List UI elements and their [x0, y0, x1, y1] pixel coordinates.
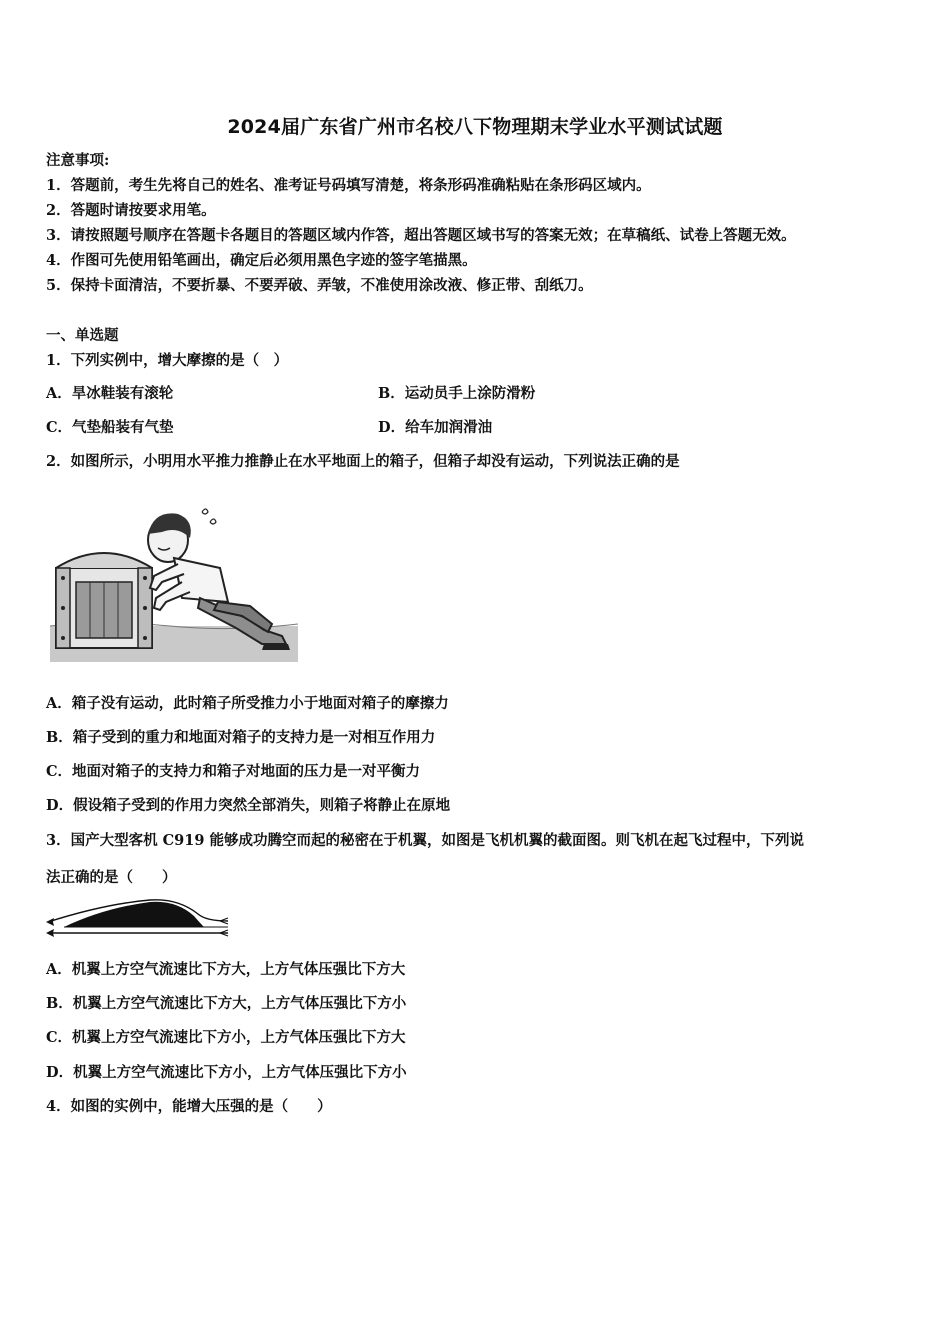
q2-option-b: B．箱子受到的重力和地面对箱子的支持力是一对相互作用力	[46, 729, 436, 746]
note-item-5: 5．保持卡面清洁，不要折暴、不要弄破、弄皱，不准使用涂改液、修正带、刮纸刀。	[46, 277, 593, 294]
q4-stem: 4．如图的实例中，能增大压强的是（ ）	[46, 1098, 332, 1115]
q3-option-c: C．机翼上方空气流速比下方小，上方气体压强比下方大	[46, 1029, 406, 1046]
q1-option-c: C．气垫船装有气垫	[46, 419, 174, 436]
q3-stem-line-2: 法正确的是（ ）	[46, 869, 177, 886]
wing-cross-section-figure	[44, 896, 230, 940]
q2-option-a: A．箱子没有运动，此时箱子所受推力小于地面对箱子的摩擦力	[46, 695, 449, 712]
page-title: 2024届广东省广州市名校八下物理期末学业水平测试试题	[227, 116, 723, 138]
q3-option-d: D．机翼上方空气流速比下方小，上方气体压强比下方小	[46, 1064, 407, 1081]
q2-option-d: D．假设箱子受到的作用力突然全部消失，则箱子将静止在原地	[46, 797, 451, 814]
note-item-3: 3．请按照题号顺序在答题卡各题目的答题区域内作答，超出答题区域书写的答案无效；在草稿纸、试卷上答题无效。	[46, 227, 796, 244]
boy-pushing-box-figure	[50, 498, 298, 664]
q1-option-b: B．运动员手上涂防滑粉	[378, 385, 536, 402]
note-item-1: 1．答题前，考生先将自己的姓名、准考证号码填写清楚，将条形码准确粘贴在条形码区域内。	[46, 177, 651, 194]
note-item-4: 4．作图可先使用铅笔画出，确定后必须用黑色字迹的签字笔描黑。	[46, 252, 477, 269]
q3-option-a: A．机翼上方空气流速比下方大，上方气体压强比下方大	[46, 961, 406, 978]
q3-stem-line-1: 3．国产大型客机 C919 能够成功腾空而起的秘密在于机翼，如图是飞机机翼的截面图。则飞机在起飞过程中，下列说	[46, 832, 804, 849]
note-item-2: 2．答题时请按要求用笔。	[46, 202, 216, 219]
q3-option-b: B．机翼上方空气流速比下方大，上方气体压强比下方小	[46, 995, 407, 1012]
q1-option-a: A．旱冰鞋装有滚轮	[46, 385, 174, 402]
notes-heading: 注意事项:	[46, 152, 110, 169]
q1-option-d: D．给车加润滑油	[378, 419, 493, 436]
q2-stem: 2．如图所示，小明用水平推力推静止在水平地面上的箱子，但箱子却没有运动，下列说法正确的是	[46, 453, 680, 470]
section-heading: 一、单选题	[46, 327, 119, 344]
q2-option-c: C．地面对箱子的支持力和箱子对地面的压力是一对平衡力	[46, 763, 421, 780]
q1-stem: 1．下列实例中，增大摩擦的是（ ）	[46, 352, 289, 369]
